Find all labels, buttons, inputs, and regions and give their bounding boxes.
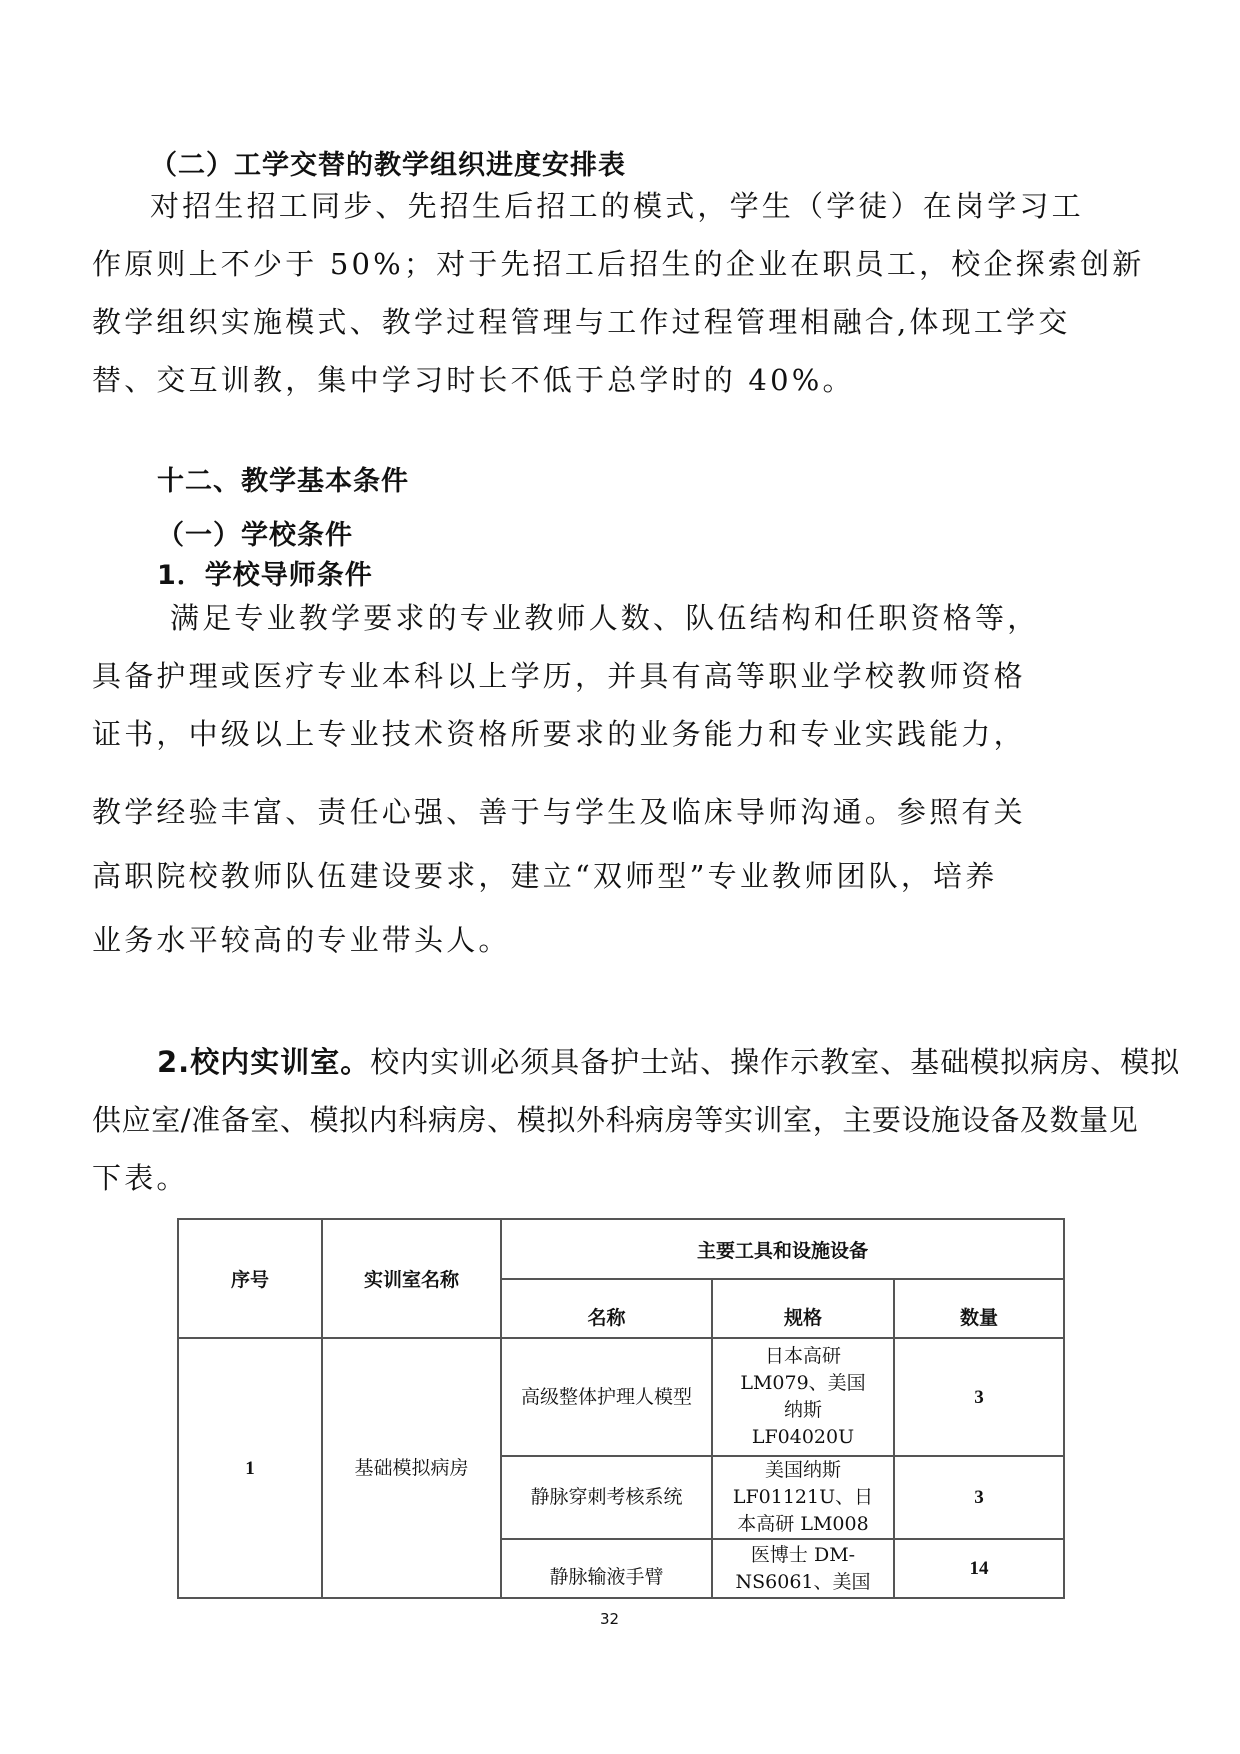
header-index: 序号 <box>178 1219 322 1338</box>
paragraph-line: 作原则上不少于 50%；对于先招工后招生的企业在职员工，校企探索创新 <box>92 247 1145 281</box>
paragraph-line: 替、交互训教，集中学习时长不低于总学时的 40%。 <box>92 363 855 397</box>
paragraph-line: 满足专业教学要求的专业教师人数、队伍结构和任职资格等， <box>170 601 1040 635</box>
heading-section-12: 十二、教学基本条件 <box>157 466 409 497</box>
heading-mentor-conditions: 1．学校导师条件 <box>157 560 373 591</box>
paragraph-line: 证书，中级以上专业技术资格所要求的业务能力和专业实践能力， <box>92 717 1026 751</box>
header-spec: 规格 <box>712 1279 894 1338</box>
equipment-quantity: 3 <box>894 1338 1064 1456</box>
paragraph-line: 教学经验丰富、责任心强、善于与学生及临床导师沟通。参照有关 <box>92 795 1026 829</box>
page-number: 32 <box>600 1610 620 1628</box>
header-name: 名称 <box>501 1279 712 1338</box>
training-text: 校内实训必须具备护士站、操作示教室、基础模拟病房、模拟 <box>370 1045 1181 1079</box>
heading-school-conditions: （一）学校条件 <box>157 520 353 551</box>
equipment-table <box>177 1218 1065 1599</box>
equipment-name: 高级整体护理人模型 <box>501 1338 712 1456</box>
equipment-spec: 美国纳斯 LF01121U、日本高研 LM008 <box>712 1456 894 1539</box>
paragraph-line: 教学组织实施模式、教学过程管理与工作过程管理相融合,体现工学交 <box>92 305 1071 339</box>
heading-schedule: （二）工学交替的教学组织进度安排表 <box>150 150 626 181</box>
paragraph-line: 具备护理或医疗专业本科以上学历，并具有高等职业学校教师资格 <box>92 659 1026 693</box>
equipment-name: 静脉输液手臂 <box>501 1539 712 1598</box>
paragraph-line <box>157 1045 1181 1079</box>
training-lead: 2.校内实训室。 <box>157 1045 371 1079</box>
table-row <box>178 1338 1064 1456</box>
header-quantity: 数量 <box>894 1279 1064 1338</box>
paragraph-line: 对招生招工同步、先招生后招工的模式，学生（学徒）在岗学习工 <box>150 189 1084 223</box>
header-equipment-group: 主要工具和设施设备 <box>501 1219 1064 1279</box>
row-index: 1 <box>178 1338 322 1598</box>
equipment-quantity: 3 <box>894 1456 1064 1539</box>
equipment-quantity: 14 <box>894 1539 1064 1598</box>
row-room-name: 基础模拟病房 <box>322 1338 501 1598</box>
paragraph-line: 高职院校教师队伍建设要求，建立“双师型”专业教师团队，培养 <box>92 859 998 893</box>
paragraph-line: 供应室/准备室、模拟内科病房、模拟外科病房等实训室，主要设施设备及数量见 <box>92 1103 1139 1137</box>
paragraph-line: 下表。 <box>92 1161 189 1195</box>
equipment-spec: 医博士 DM-NS6061、美国 <box>712 1539 894 1598</box>
equipment-spec: 日本高研 LM079、美国纳斯 LF04020U <box>712 1338 894 1456</box>
header-room-name: 实训室名称 <box>322 1219 501 1338</box>
paragraph-line: 业务水平较高的专业带头人。 <box>92 923 511 957</box>
equipment-name: 静脉穿刺考核系统 <box>501 1456 712 1539</box>
